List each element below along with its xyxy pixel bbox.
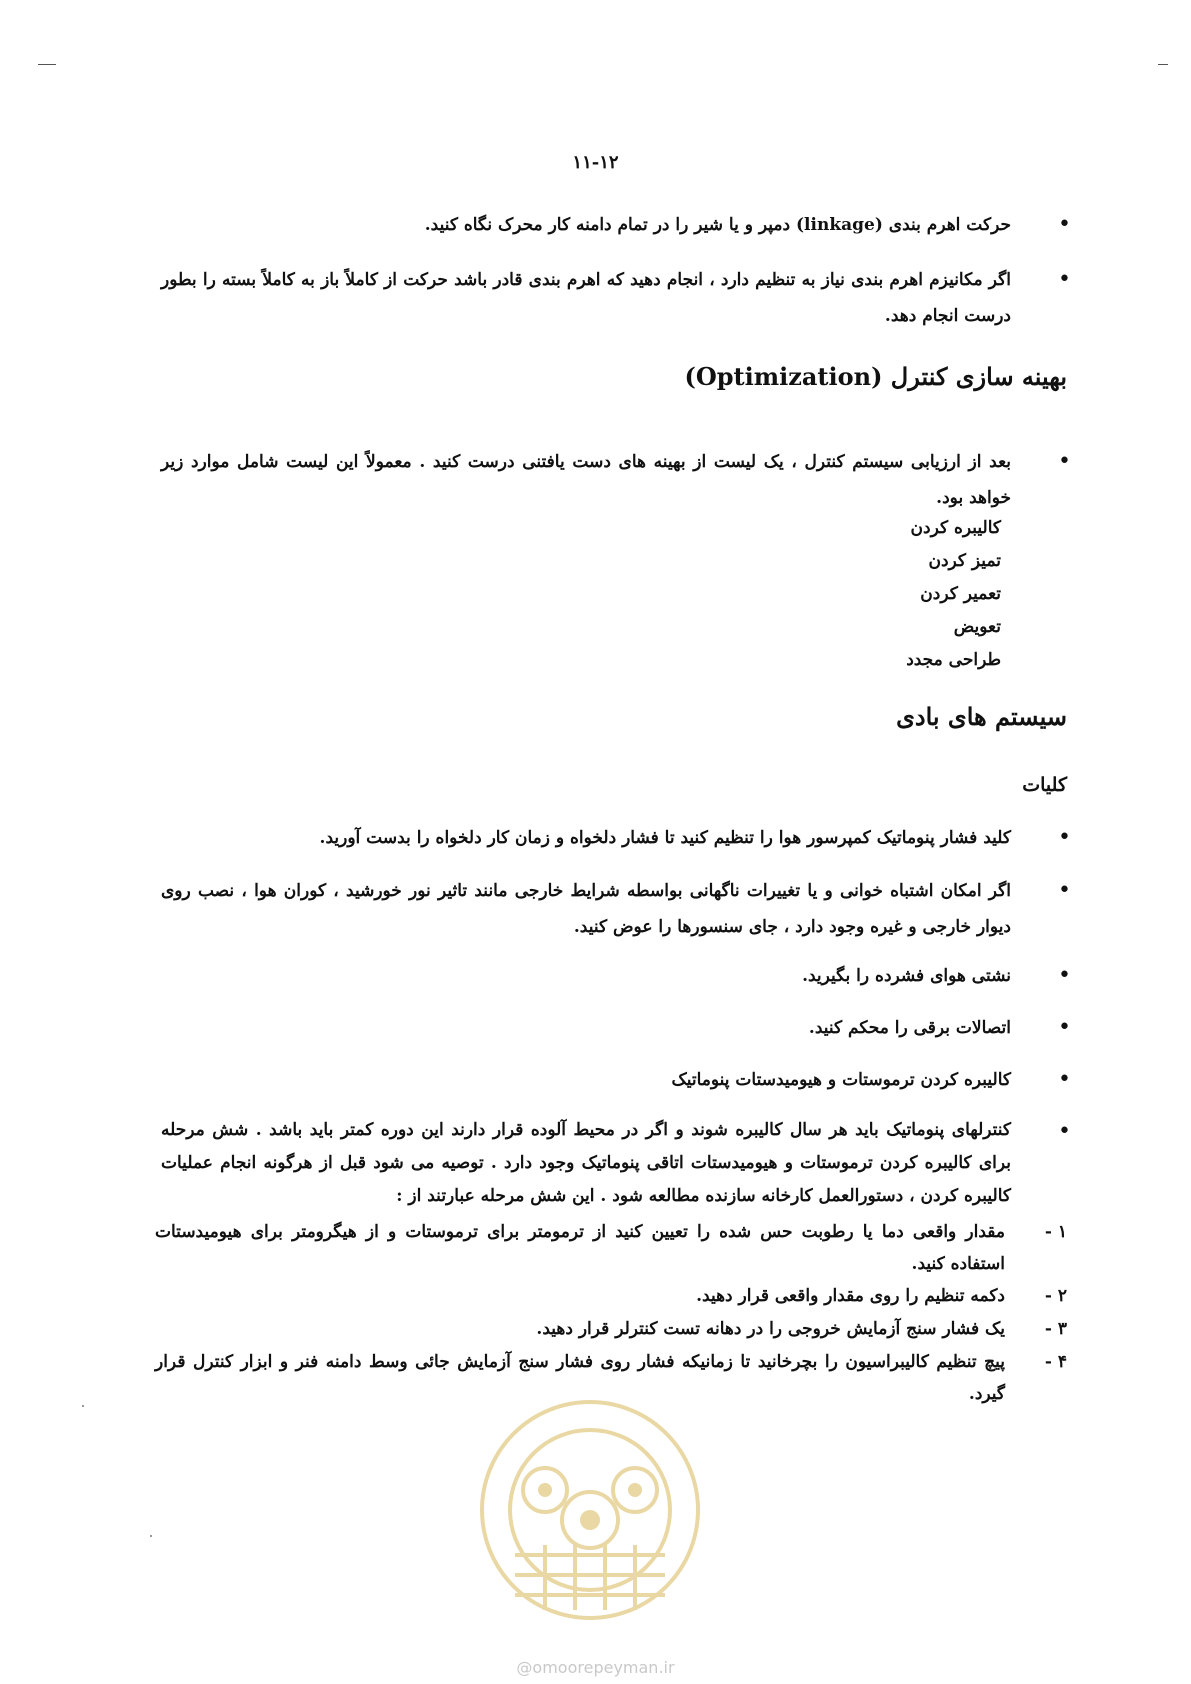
step-number: ۱ -: [1044, 1222, 1067, 1242]
bullet-item: [161, 1062, 1071, 1098]
list-item: تعمیر کردن: [920, 584, 1001, 604]
bullet-text: کالیبره کردن ترموستات و هیومیدستات پنوماتیک: [671, 1070, 1011, 1090]
step-number: ۳ -: [1044, 1319, 1067, 1339]
bullet-text: نشتی هوای فشرده را بگیرید.: [802, 966, 1011, 986]
list-item: طراحی مجدد: [906, 650, 1001, 670]
bullet-item: [161, 820, 1071, 856]
bullet-dot: •: [1058, 825, 1071, 850]
bullet-item: [161, 1114, 1071, 1213]
step-text: مقدار واقعی دما یا رطوبت حس شده را تعیین کنید از ترمومتر برای ترموستات و از هیگرومتر برای هیومیدستات استفاده کنید.: [155, 1222, 1005, 1274]
bullet-text: اگر امکان اشتباه خوانی و یا تغییرات ناگهانی بواسطه شرایط خارجی مانند تاثیر نور خورشید ، کوران هوا ، نصب روی دیوار خارجی و غیره وجود دارد ، جای سنسورها را عوض کنید.: [161, 881, 1011, 937]
bullet-dot: •: [1058, 449, 1071, 474]
numbered-step: [152, 1216, 1067, 1280]
scan-speck: [150, 1535, 152, 1537]
bullet-dot: •: [1058, 1015, 1071, 1040]
subheading-general: کلیات: [1022, 774, 1067, 796]
step-text: پیچ تنظیم کالیبراسیون را بچرخانید تا زمانیکه فشار روی فشار سنج آزمایش جائی وسط دامنه فنر و ابزار کنترل قرار گیرد.: [155, 1352, 1005, 1404]
bullet-dot: •: [1058, 963, 1071, 988]
step-number: ۲ -: [1044, 1286, 1067, 1306]
bullet-item: [161, 1010, 1071, 1046]
bullet-text: بعد از ارزیابی سیستم کنترل ، یک لیست از بهینه های دست یافتنی درست کنید . معمولاً این لیست شامل موارد زیر خواهد بود.: [161, 452, 1011, 508]
list-item: کالیبره کردن: [910, 518, 1001, 538]
bullet-item: [161, 207, 1071, 243]
crop-mark-right: [1158, 64, 1168, 65]
bullet-item: [161, 262, 1071, 334]
numbered-step: [152, 1313, 1067, 1345]
bullet-dot: •: [1058, 1067, 1071, 1092]
step-text: دکمه تنظیم را روی مقدار واقعی قرار دهید.: [696, 1286, 1005, 1306]
bullet-text: اگر مکانیزم اهرم بندی نیاز به تنظیم دارد ، انجام دهید که اهرم بندی قادر باشد حرکت از کاملاً باز به کاملاً بسته را بطور درست انجام دهد.: [161, 270, 1011, 326]
bullet-dot: •: [1058, 878, 1071, 903]
bullet-text: اتصالات برقی را محکم کنید.: [808, 1018, 1011, 1038]
bullet-text: کلید فشار پنوماتیک کمپرسور هوا را تنظیم کنید تا فشار دلخواه و زمان کار دلخواه را بدست آورید.: [319, 828, 1011, 848]
bullet-text: حرکت اهرم بندی (linkage) دمپر و یا شیر را در تمام دامنه کار محرک نگاه کنید.: [424, 215, 1011, 235]
scan-speck: [82, 1405, 84, 1407]
watermark-logo-icon: [475, 1395, 705, 1625]
list-item: تمیز کردن: [928, 551, 1001, 571]
step-number: ۴ -: [1044, 1352, 1067, 1372]
section-heading-optimization: بهینه سازی کنترل (Optimization): [684, 362, 1067, 391]
bullet-dot: •: [1058, 267, 1071, 292]
watermark-url: @omoorepeyman.ir: [516, 1658, 675, 1677]
bullet-text: کنترلهای پنوماتیک باید هر سال کالیبره شوند و اگر در محیط آلوده قرار دارند این دوره کمتر باید باشد . شش مرحله برای کالیبره کردن ترموستات و هیومیدستات اتاقی پنوماتیک وجود دارد . توصیه می شود قبل از هرگونه انجام عملیات کالیبره کردن ، دستورالعمل کارخانه سازنده مطالعه شود . این شش مرحله عبارتند از :: [161, 1120, 1011, 1206]
list-item: تعویض: [953, 617, 1001, 637]
bullet-item: [161, 958, 1071, 994]
section-heading-pneumatic: سیستم های بادی: [896, 702, 1067, 731]
bullet-item: [161, 444, 1071, 516]
crop-mark-left: [38, 64, 56, 65]
page-number: ۱۱-۱۲: [572, 152, 619, 173]
bullet-dot: •: [1058, 212, 1071, 237]
bullet-item: [161, 873, 1071, 945]
step-text: یک فشار سنج آزمایش خروجی را در دهانه تست کنترلر قرار دهید.: [536, 1319, 1005, 1339]
numbered-step: [152, 1280, 1067, 1312]
bullet-dot: •: [1058, 1119, 1071, 1144]
